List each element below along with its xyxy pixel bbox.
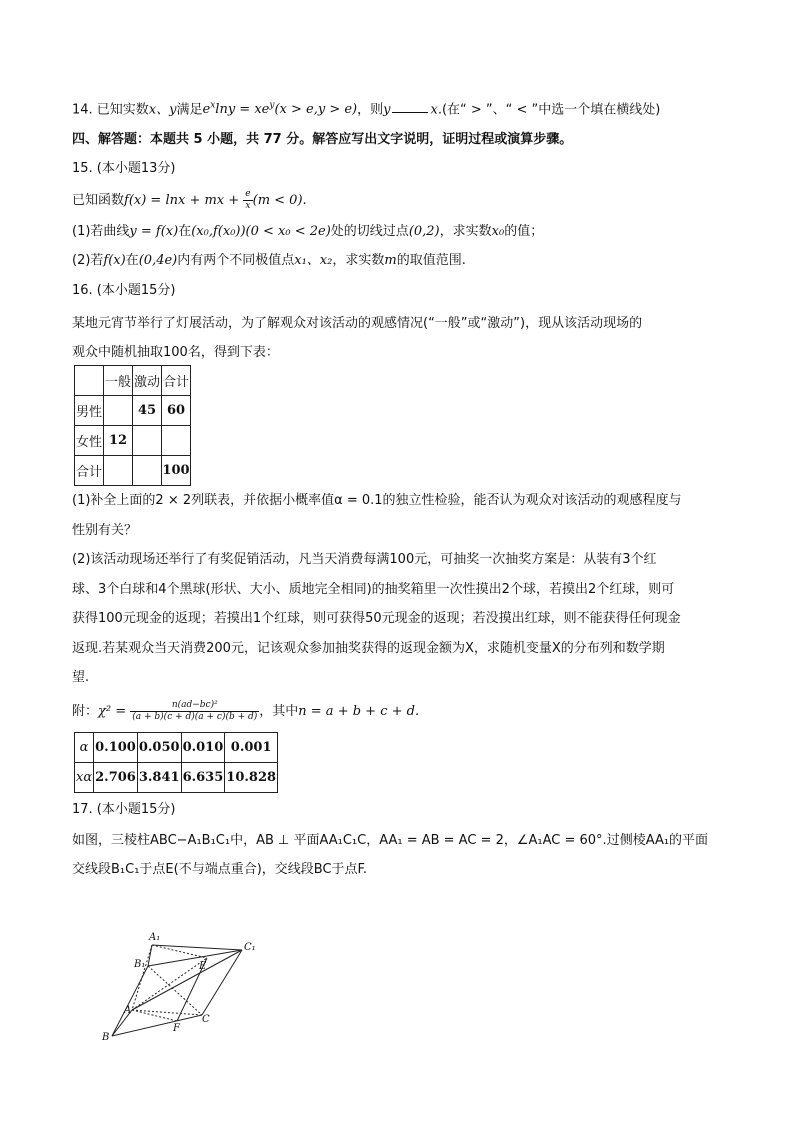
q16-part2-line5: 望. [72,670,90,686]
q16-part1-line1: (1)补全上面的2 × 2列联表，并依据小概率值α = 0.1的独立性检验，能否认为观众对该活动的观感程度与 [72,493,682,509]
edge-a1-b1 [148,945,152,966]
q16-part2-line1: (2)该活动现场还举行了有奖促销活动，凡当天消费每满100元，可抽奖一次抽奖方案是：从装有3个红 [72,552,657,568]
critical-value-table [74,732,278,793]
q16-appendix: 附：χ² = $\frac{\text{n(ad−bc)²}}{(a + b)(c + d)(a + c)(b + d)}$ ，其中n = a + b + c + d. [72,700,420,723]
edge-b1-c [148,966,202,1015]
table-row: 男性 45 60 [75,396,191,426]
section4-title: 四、解答题：本题共 5 小题，共 77 分。解答应写出文字说明，证明过程或演算步骤。 [72,131,573,147]
label-a: A [124,1005,132,1016]
q15-stem: 已知函数f(x) = lnx + mx + $\frac{e}{x}$ (m < 0). [72,189,307,212]
q14-x: x [430,102,438,118]
q16-part2-line3: 获得100元现金的返现；若摸出1个红球，则可获得50元现金的返现；若没摸出红球，则不能获得任何现金 [72,611,681,627]
q14-y: y [383,102,391,118]
q14-line [72,96,722,120]
edge-a-c [132,1010,202,1015]
table-row: 女性 12 [75,426,191,456]
q14-cond-label: 满足 [176,102,203,118]
label-a1: A₁ [149,932,161,943]
q14-equation: $e^x\ln y = xe^y(x > e,y > e)$ [202,101,358,118]
q16-intro-1: 某地元宵节举行了灯展活动，为了解观众对该活动的观感情况(“一般”或“激动”)，现从该活动现场的 [72,315,643,331]
edge-a1-c1 [152,945,242,950]
label-c: C [202,1014,210,1025]
q16-part1-line2: 性别有关？ [72,522,138,538]
label-e: E [199,961,207,972]
q14-answer-blank[interactable] [392,100,428,113]
q16-part2-line2: 球、3个白球和4个黑球(形状、大小、质地完全相同)的抽奖箱里一次性摸出2个球，若摸出2个红球，则可 [72,581,675,597]
edge-a-f [132,1010,177,1021]
q16-intro-2: 观众中随机抽取100名，得到下表： [72,345,279,361]
q15-part2: (2)若f(x)在(0,4e)内有两个不同极值点x₁、x₂，求实数m的取值范围. [72,253,466,269]
q14-then: ，则 [357,102,384,118]
table-row: xα 2.706 3.841 6.635 10.828 [75,762,278,792]
q15-part1: (1)若曲线y = f(x)在(x₀,f(x₀))(0 < x₀ < 2e)处的切线过点(0,2)，求实数x₀的值； [72,223,544,239]
q17-line1: 如图，三棱柱ABC−A₁B₁C₁中，AB ⊥ 平面AA₁C₁C，AA₁ = AB = AC = 2，∠A₁AC = 60°.过侧棱AA₁的平面 [72,832,709,848]
table-row: α 0.100 0.050 0.010 0.001 [75,732,278,762]
contingency-table [74,365,191,486]
q14-prefix: 14. 已知实数 [72,102,149,118]
q17-header: 17. (本小题15分) [72,801,176,817]
exam-page [72,96,722,889]
q14-vars: x、y [148,102,177,118]
label-b: B [102,1032,110,1043]
label-f: F [173,1023,180,1034]
edge-c1-c [202,950,242,1015]
prism-figure [96,925,266,1045]
table-row: 一般 激动 合计 [75,366,191,396]
q15-header: 15. (本小题13分) [72,161,176,177]
q14-choice: .(在“ > ”、“ < ”中选一个填在横线处) [437,102,661,118]
q16-part2-line4: 返现.若某观众当天消费200元，记该观众参加抽奖获得的返现金额为X，求随机变量X的分布列和数学期 [72,640,665,656]
label-c1: C₁ [244,942,256,953]
q17-line2: 交线段B₁C₁于点E(不与端点重合)，交线段BC于点F. [72,862,368,878]
label-b1: B₁ [134,959,146,970]
table-row: 合计 100 [75,456,191,486]
q16-header: 16. (本小题15分) [72,282,176,298]
